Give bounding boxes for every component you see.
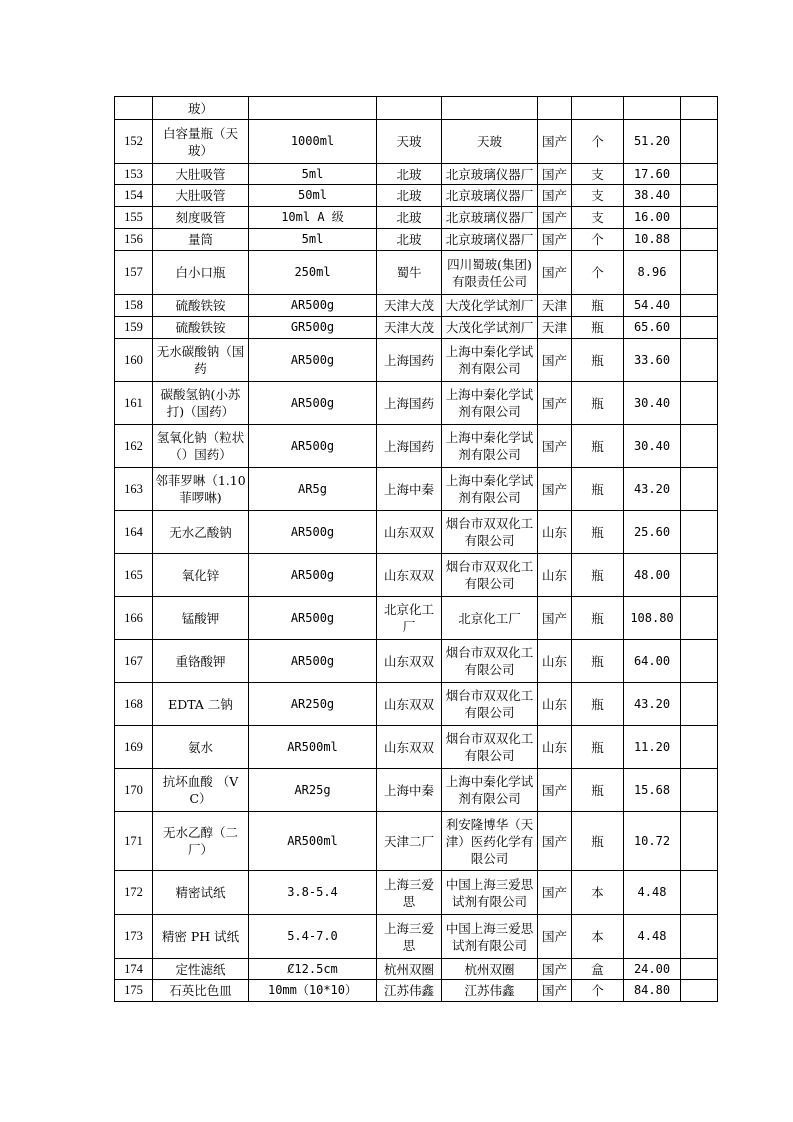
cell-unit: 瓶 bbox=[572, 812, 624, 871]
cell-name: 锰酸钾 bbox=[153, 597, 249, 640]
cell-price: 30.40 bbox=[624, 382, 681, 425]
cell-brand bbox=[377, 97, 442, 120]
cell-origin: 国产 bbox=[538, 229, 572, 251]
cell-maker: 烟台市双双化工有限公司 bbox=[442, 683, 538, 726]
cell-origin: 国产 bbox=[538, 980, 572, 1002]
cell-maker: 四川蜀玻(集团)有限责任公司 bbox=[442, 251, 538, 295]
cell-brand: 天玻 bbox=[377, 120, 442, 164]
cell-maker: 中国上海三爱思试剂有限公司 bbox=[442, 915, 538, 959]
cell-spec: AR250g bbox=[249, 683, 377, 726]
cell-maker: 天玻 bbox=[442, 120, 538, 164]
cell-no: 165 bbox=[115, 554, 153, 597]
cell-note bbox=[681, 425, 718, 468]
cell-note bbox=[681, 554, 718, 597]
cell-spec: AR25g bbox=[249, 769, 377, 812]
cell-note bbox=[681, 251, 718, 295]
cell-no: 153 bbox=[115, 164, 153, 185]
cell-brand: 北京化工厂 bbox=[377, 597, 442, 640]
cell-name: 无水碳酸钠（国药 bbox=[153, 339, 249, 382]
cell-name: 量筒 bbox=[153, 229, 249, 251]
cell-origin: 国产 bbox=[538, 597, 572, 640]
cell-maker: 上海中秦化学试剂有限公司 bbox=[442, 382, 538, 425]
cell-price: 38.40 bbox=[624, 185, 681, 207]
cell-no: 172 bbox=[115, 871, 153, 915]
cell-brand: 上海三爱思 bbox=[377, 915, 442, 959]
cell-brand: 江苏伟鑫 bbox=[377, 980, 442, 1002]
cell-brand: 山东双双 bbox=[377, 726, 442, 769]
cell-maker: 上海中秦化学试剂有限公司 bbox=[442, 425, 538, 468]
cell-no: 154 bbox=[115, 185, 153, 207]
cell-price: 64.00 bbox=[624, 640, 681, 683]
cell-origin: 国产 bbox=[538, 468, 572, 511]
cell-brand: 上海国药 bbox=[377, 425, 442, 468]
cell-price: 30.40 bbox=[624, 425, 681, 468]
cell-brand: 山东双双 bbox=[377, 511, 442, 554]
cell-spec: AR500g bbox=[249, 339, 377, 382]
cell-name: 玻） bbox=[153, 97, 249, 120]
table-row bbox=[115, 554, 718, 597]
cell-maker: 江苏伟鑫 bbox=[442, 980, 538, 1002]
cell-origin: 国产 bbox=[538, 812, 572, 871]
cell-brand: 杭州双圈 bbox=[377, 959, 442, 980]
cell-spec: 1000ml bbox=[249, 120, 377, 164]
cell-no bbox=[115, 97, 153, 120]
table-row bbox=[115, 339, 718, 382]
cell-maker: 大茂化学试剂厂 bbox=[442, 295, 538, 317]
table-row bbox=[115, 295, 718, 317]
cell-unit: 支 bbox=[572, 164, 624, 185]
cell-no: 160 bbox=[115, 339, 153, 382]
table-row bbox=[115, 726, 718, 769]
cell-price: 24.00 bbox=[624, 959, 681, 980]
cell-origin: 国产 bbox=[538, 207, 572, 229]
cell-name: EDTA 二钠 bbox=[153, 683, 249, 726]
cell-unit: 瓶 bbox=[572, 382, 624, 425]
cell-spec: 250ml bbox=[249, 251, 377, 295]
cell-spec: 5ml bbox=[249, 229, 377, 251]
cell-spec: AR500g bbox=[249, 425, 377, 468]
cell-price: 16.00 bbox=[624, 207, 681, 229]
cell-price: 10.88 bbox=[624, 229, 681, 251]
table-row bbox=[115, 251, 718, 295]
table-row bbox=[115, 164, 718, 185]
table-row bbox=[115, 185, 718, 207]
cell-name: 精密试纸 bbox=[153, 871, 249, 915]
cell-name: 硫酸铁铵 bbox=[153, 317, 249, 339]
cell-unit bbox=[572, 97, 624, 120]
cell-unit: 本 bbox=[572, 871, 624, 915]
cell-unit: 支 bbox=[572, 185, 624, 207]
cell-maker: 上海中秦化学试剂有限公司 bbox=[442, 339, 538, 382]
cell-note bbox=[681, 871, 718, 915]
cell-note bbox=[681, 468, 718, 511]
cell-origin: 山东 bbox=[538, 683, 572, 726]
cell-no: 166 bbox=[115, 597, 153, 640]
cell-brand: 北玻 bbox=[377, 207, 442, 229]
cell-name: 无水乙醇（二厂） bbox=[153, 812, 249, 871]
cell-no: 157 bbox=[115, 251, 153, 295]
cell-name: 大肚吸管 bbox=[153, 164, 249, 185]
cell-name: 精密 PH 试纸 bbox=[153, 915, 249, 959]
cell-spec: 5ml bbox=[249, 164, 377, 185]
cell-price: 33.60 bbox=[624, 339, 681, 382]
cell-note bbox=[681, 683, 718, 726]
cell-no: 170 bbox=[115, 769, 153, 812]
cell-name: 石英比色皿 bbox=[153, 980, 249, 1002]
cell-name: 白容量瓶（天玻） bbox=[153, 120, 249, 164]
cell-name: 刻度吸管 bbox=[153, 207, 249, 229]
cell-note bbox=[681, 339, 718, 382]
cell-brand: 上海中秦 bbox=[377, 769, 442, 812]
cell-origin bbox=[538, 97, 572, 120]
cell-note bbox=[681, 295, 718, 317]
cell-note bbox=[681, 597, 718, 640]
cell-no: 174 bbox=[115, 959, 153, 980]
cell-maker: 烟台市双双化工有限公司 bbox=[442, 554, 538, 597]
cell-maker: 北京玻璃仪器厂 bbox=[442, 164, 538, 185]
cell-origin: 国产 bbox=[538, 425, 572, 468]
cell-origin: 天津 bbox=[538, 317, 572, 339]
cell-origin: 国产 bbox=[538, 120, 572, 164]
cell-unit: 瓶 bbox=[572, 683, 624, 726]
cell-price: 51.20 bbox=[624, 120, 681, 164]
table-row bbox=[115, 769, 718, 812]
cell-price: 54.40 bbox=[624, 295, 681, 317]
cell-no: 158 bbox=[115, 295, 153, 317]
cell-unit: 瓶 bbox=[572, 425, 624, 468]
cell-maker: 烟台市双双化工有限公司 bbox=[442, 726, 538, 769]
cell-note bbox=[681, 185, 718, 207]
price-table bbox=[114, 96, 718, 1002]
cell-maker: 北京玻璃仪器厂 bbox=[442, 185, 538, 207]
cell-name: 硫酸铁铵 bbox=[153, 295, 249, 317]
cell-name: 重铬酸钾 bbox=[153, 640, 249, 683]
cell-note bbox=[681, 726, 718, 769]
cell-note bbox=[681, 915, 718, 959]
cell-unit: 瓶 bbox=[572, 640, 624, 683]
cell-brand: 天津大茂 bbox=[377, 295, 442, 317]
cell-note bbox=[681, 97, 718, 120]
cell-spec: AR500g bbox=[249, 597, 377, 640]
cell-origin: 国产 bbox=[538, 769, 572, 812]
table-row bbox=[115, 468, 718, 511]
cell-origin: 山东 bbox=[538, 640, 572, 683]
table-row bbox=[115, 317, 718, 339]
cell-brand: 上海国药 bbox=[377, 339, 442, 382]
cell-price bbox=[624, 97, 681, 120]
cell-maker: 北京化工厂 bbox=[442, 597, 538, 640]
cell-spec: AR500g bbox=[249, 640, 377, 683]
cell-origin: 山东 bbox=[538, 554, 572, 597]
cell-unit: 瓶 bbox=[572, 597, 624, 640]
cell-maker: 利安隆博华（天津）医药化学有限公司 bbox=[442, 812, 538, 871]
cell-no: 162 bbox=[115, 425, 153, 468]
table-row bbox=[115, 980, 718, 1002]
cell-brand: 上海中秦 bbox=[377, 468, 442, 511]
cell-note bbox=[681, 511, 718, 554]
cell-name: 氨水 bbox=[153, 726, 249, 769]
cell-name: 定性滤纸 bbox=[153, 959, 249, 980]
cell-unit: 个 bbox=[572, 229, 624, 251]
cell-origin: 山东 bbox=[538, 726, 572, 769]
cell-origin: 国产 bbox=[538, 185, 572, 207]
cell-no: 167 bbox=[115, 640, 153, 683]
cell-price: 4.48 bbox=[624, 871, 681, 915]
cell-name: 抗坏血酸 （VC） bbox=[153, 769, 249, 812]
table-row bbox=[115, 229, 718, 251]
table-row bbox=[115, 640, 718, 683]
table-row bbox=[115, 683, 718, 726]
cell-brand: 天津二厂 bbox=[377, 812, 442, 871]
cell-maker: 杭州双圈 bbox=[442, 959, 538, 980]
cell-origin: 国产 bbox=[538, 382, 572, 425]
cell-price: 84.80 bbox=[624, 980, 681, 1002]
table-row bbox=[115, 871, 718, 915]
table-body bbox=[115, 97, 718, 1002]
cell-no: 168 bbox=[115, 683, 153, 726]
cell-note bbox=[681, 120, 718, 164]
cell-no: 161 bbox=[115, 382, 153, 425]
cell-price: 65.60 bbox=[624, 317, 681, 339]
cell-maker: 北京玻璃仪器厂 bbox=[442, 207, 538, 229]
cell-unit: 瓶 bbox=[572, 317, 624, 339]
cell-unit: 瓶 bbox=[572, 726, 624, 769]
cell-unit: 个 bbox=[572, 251, 624, 295]
cell-brand: 天津大茂 bbox=[377, 317, 442, 339]
cell-no: 152 bbox=[115, 120, 153, 164]
cell-no: 159 bbox=[115, 317, 153, 339]
cell-unit: 瓶 bbox=[572, 554, 624, 597]
cell-maker: 上海中秦化学试剂有限公司 bbox=[442, 769, 538, 812]
cell-note bbox=[681, 229, 718, 251]
cell-note bbox=[681, 959, 718, 980]
table-row bbox=[115, 382, 718, 425]
cell-unit: 盒 bbox=[572, 959, 624, 980]
cell-origin: 国产 bbox=[538, 915, 572, 959]
table-row bbox=[115, 959, 718, 980]
cell-price: 4.48 bbox=[624, 915, 681, 959]
cell-name: 无水乙酸钠 bbox=[153, 511, 249, 554]
cell-note bbox=[681, 980, 718, 1002]
cell-brand: 上海国药 bbox=[377, 382, 442, 425]
cell-no: 171 bbox=[115, 812, 153, 871]
table-row bbox=[115, 915, 718, 959]
cell-origin: 国产 bbox=[538, 339, 572, 382]
cell-origin: 山东 bbox=[538, 511, 572, 554]
cell-origin: 国产 bbox=[538, 164, 572, 185]
cell-spec: AR5g bbox=[249, 468, 377, 511]
cell-maker: 北京玻璃仪器厂 bbox=[442, 229, 538, 251]
cell-name: 白小口瓶 bbox=[153, 251, 249, 295]
cell-origin: 国产 bbox=[538, 251, 572, 295]
cell-note bbox=[681, 812, 718, 871]
cell-note bbox=[681, 769, 718, 812]
cell-brand: 山东双双 bbox=[377, 640, 442, 683]
cell-brand: 北玻 bbox=[377, 164, 442, 185]
cell-no: 155 bbox=[115, 207, 153, 229]
cell-origin: 国产 bbox=[538, 871, 572, 915]
cell-spec: 3.8-5.4 bbox=[249, 871, 377, 915]
cell-note bbox=[681, 317, 718, 339]
cell-brand: 蜀牛 bbox=[377, 251, 442, 295]
cell-maker: 烟台市双双化工有限公司 bbox=[442, 511, 538, 554]
cell-brand: 上海三爱思 bbox=[377, 871, 442, 915]
cell-name: 邻菲罗啉（1.10菲啰啉) bbox=[153, 468, 249, 511]
cell-spec: AR500g bbox=[249, 511, 377, 554]
cell-price: 8.96 bbox=[624, 251, 681, 295]
cell-note bbox=[681, 640, 718, 683]
cell-brand: 北玻 bbox=[377, 229, 442, 251]
table-row bbox=[115, 425, 718, 468]
cell-spec: GR500g bbox=[249, 317, 377, 339]
cell-name: 大肚吸管 bbox=[153, 185, 249, 207]
cell-unit: 瓶 bbox=[572, 468, 624, 511]
cell-no: 164 bbox=[115, 511, 153, 554]
cell-note bbox=[681, 382, 718, 425]
table-row bbox=[115, 812, 718, 871]
cell-unit: 本 bbox=[572, 915, 624, 959]
cell-brand: 山东双双 bbox=[377, 683, 442, 726]
cell-spec: 10mm（10*10） bbox=[249, 980, 377, 1002]
cell-note bbox=[681, 207, 718, 229]
cell-origin: 天津 bbox=[538, 295, 572, 317]
cell-maker: 大茂化学试剂厂 bbox=[442, 317, 538, 339]
cell-unit: 瓶 bbox=[572, 769, 624, 812]
cell-spec: 5.4-7.0 bbox=[249, 915, 377, 959]
cell-no: 169 bbox=[115, 726, 153, 769]
cell-price: 15.68 bbox=[624, 769, 681, 812]
cell-unit: 瓶 bbox=[572, 339, 624, 382]
cell-unit: 个 bbox=[572, 120, 624, 164]
cell-spec: AR500ml bbox=[249, 812, 377, 871]
cell-unit: 支 bbox=[572, 207, 624, 229]
cell-price: 25.60 bbox=[624, 511, 681, 554]
cell-spec: AR500g bbox=[249, 295, 377, 317]
cell-no: 175 bbox=[115, 980, 153, 1002]
cell-brand: 山东双双 bbox=[377, 554, 442, 597]
cell-maker: 上海中秦化学试剂有限公司 bbox=[442, 468, 538, 511]
cell-no: 163 bbox=[115, 468, 153, 511]
cell-unit: 瓶 bbox=[572, 511, 624, 554]
table-row bbox=[115, 597, 718, 640]
cell-name: 碳酸氢钠(小苏打)（国药） bbox=[153, 382, 249, 425]
cell-spec: AR500g bbox=[249, 382, 377, 425]
cell-no: 156 bbox=[115, 229, 153, 251]
cell-name: 氢氧化钠（粒状（）国药） bbox=[153, 425, 249, 468]
cell-spec: Ȼ12.5cm bbox=[249, 959, 377, 980]
table-row bbox=[115, 207, 718, 229]
table-row bbox=[115, 97, 718, 120]
cell-spec: AR500ml bbox=[249, 726, 377, 769]
cell-brand: 北玻 bbox=[377, 185, 442, 207]
cell-name: 氧化锌 bbox=[153, 554, 249, 597]
cell-spec: AR500g bbox=[249, 554, 377, 597]
cell-spec: 50ml bbox=[249, 185, 377, 207]
cell-origin: 国产 bbox=[538, 959, 572, 980]
cell-spec bbox=[249, 97, 377, 120]
cell-spec: 10ml A 级 bbox=[249, 207, 377, 229]
cell-unit: 个 bbox=[572, 980, 624, 1002]
table-row bbox=[115, 511, 718, 554]
cell-note bbox=[681, 164, 718, 185]
cell-maker: 烟台市双双化工有限公司 bbox=[442, 640, 538, 683]
cell-price: 10.72 bbox=[624, 812, 681, 871]
cell-price: 17.60 bbox=[624, 164, 681, 185]
cell-price: 43.20 bbox=[624, 468, 681, 511]
cell-no: 173 bbox=[115, 915, 153, 959]
table-row bbox=[115, 120, 718, 164]
cell-maker: 中国上海三爱思试剂有限公司 bbox=[442, 871, 538, 915]
cell-price: 43.20 bbox=[624, 683, 681, 726]
cell-price: 108.80 bbox=[624, 597, 681, 640]
cell-unit: 瓶 bbox=[572, 295, 624, 317]
cell-maker bbox=[442, 97, 538, 120]
cell-price: 11.20 bbox=[624, 726, 681, 769]
cell-price: 48.00 bbox=[624, 554, 681, 597]
